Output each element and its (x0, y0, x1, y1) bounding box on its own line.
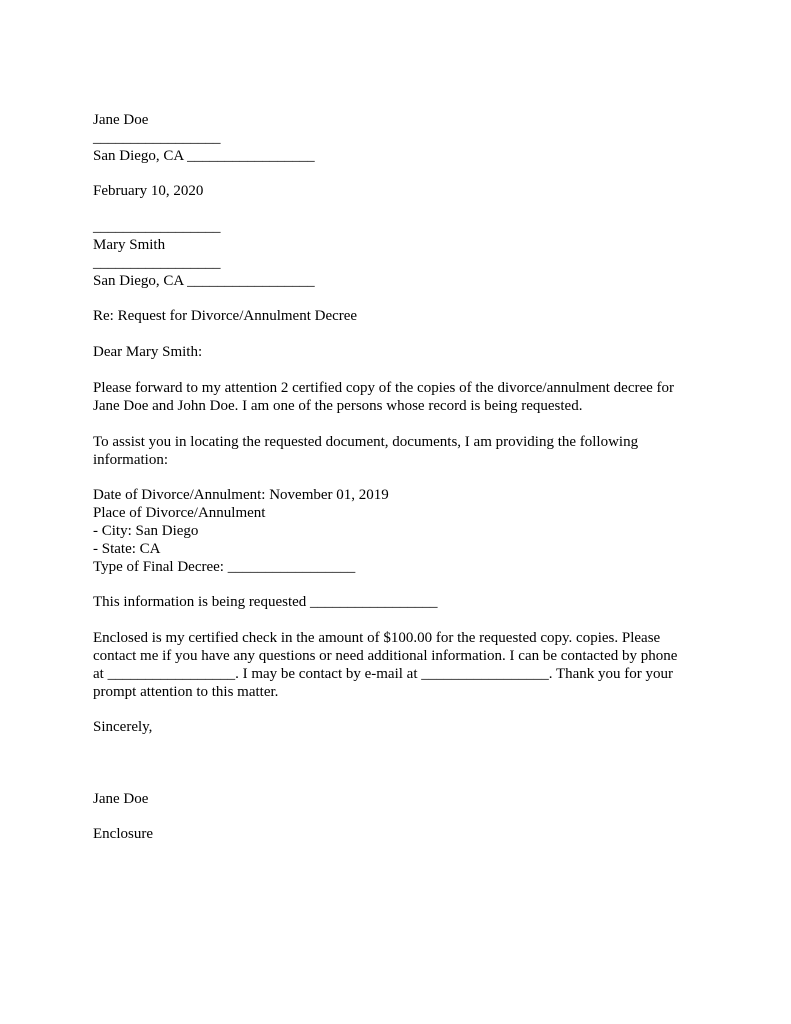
detail-state: - State: CA (93, 541, 161, 557)
detail-date-of-divorce: Date of Divorce/Annulment: November 01, 2019 (93, 487, 389, 503)
enclosed-paragraph-line: contact me if you have any questions or need additional information. I can be contacted by phone (93, 648, 678, 664)
enclosed-paragraph-line: Enclosed is my certified check in the amount of $100.00 for the requested copy. copies. Please (93, 630, 661, 646)
request-paragraph-line: Jane Doe and John Doe. I am one of the persons whose record is being requested. (93, 398, 583, 414)
closing: Sincerely, (93, 719, 153, 735)
sender-address-blank: _________________ (93, 130, 221, 146)
recipient-blank-line: _________________ (93, 219, 221, 235)
recipient-city-line: San Diego, CA _________________ (93, 273, 315, 289)
assist-paragraph-line: To assist you in locating the requested document, documents, I am providing the following (93, 434, 639, 450)
recipient-address-blank: _________________ (93, 255, 221, 271)
purpose-line: This information is being requested _________________ (93, 594, 438, 610)
enclosure-note: Enclosure (93, 826, 153, 842)
letter-date: February 10, 2020 (93, 183, 204, 199)
sender-name: Jane Doe (93, 112, 149, 128)
recipient-name: Mary Smith (93, 237, 166, 253)
salutation: Dear Mary Smith: (93, 344, 203, 360)
subject-line: Re: Request for Divorce/Annulment Decree (93, 308, 358, 324)
sender-city-line: San Diego, CA _________________ (93, 148, 315, 164)
detail-city: - City: San Diego (93, 523, 199, 539)
assist-paragraph-line: information: (93, 452, 168, 468)
enclosed-paragraph-line: at _________________. I may be contact by e-mail at _________________. Thank you for your (93, 666, 674, 682)
request-paragraph-line: Please forward to my attention 2 certified copy of the copies of the divorce/annulment decree for (93, 380, 675, 396)
enclosed-paragraph-line: prompt attention to this matter. (93, 684, 279, 700)
detail-place-heading: Place of Divorce/Annulment (93, 505, 266, 521)
signature-name: Jane Doe (93, 791, 149, 807)
detail-decree-type: Type of Final Decree: _________________ (93, 559, 356, 575)
